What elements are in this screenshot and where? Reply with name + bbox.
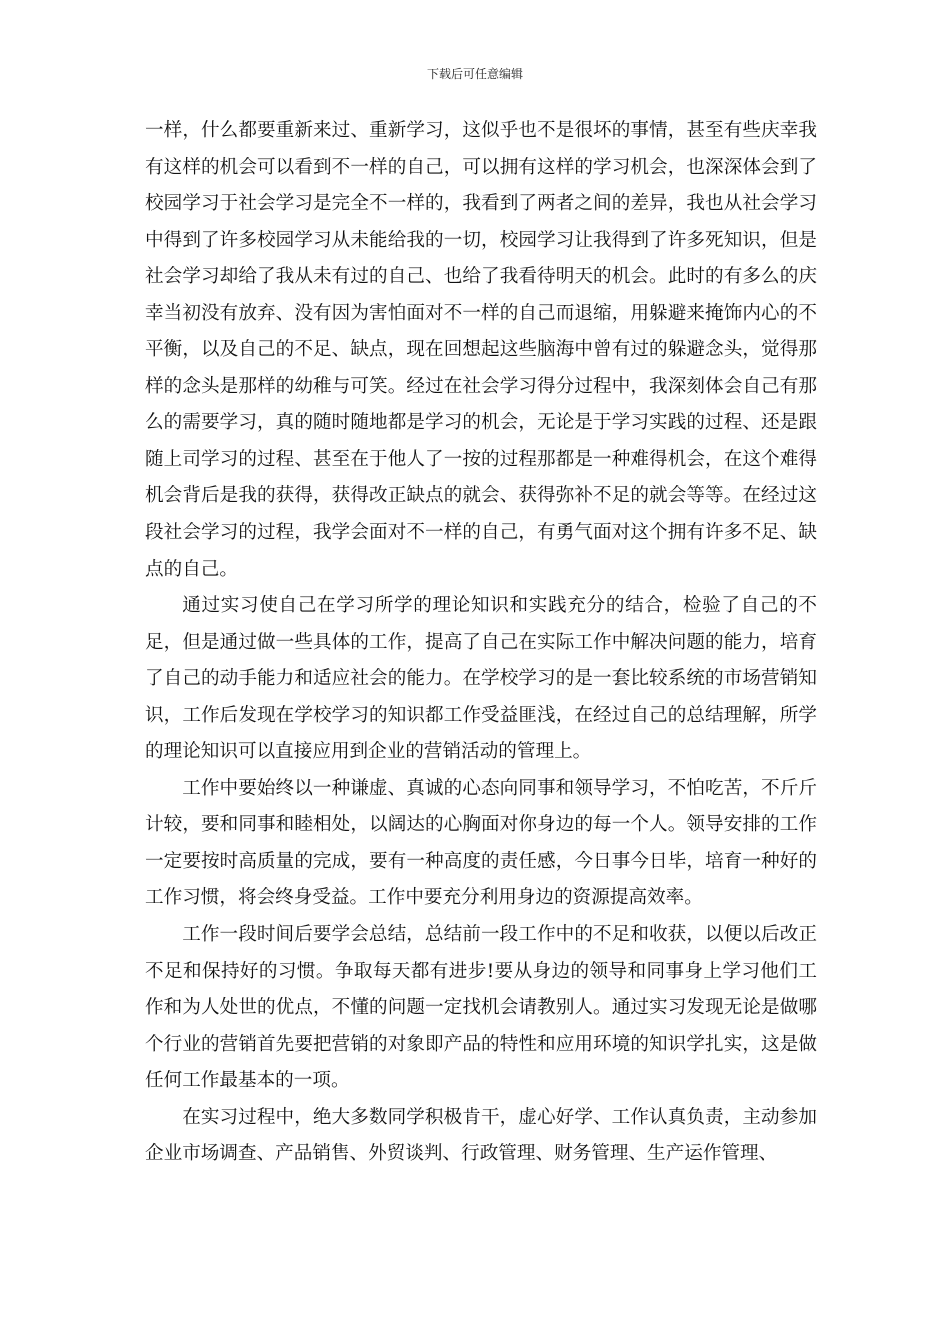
paragraph-1: 一样，什么都要重新来过、重新学习，这似乎也不是很坏的事情，甚至有些庆幸我有这样的机会可以看到不一样的自己，可以拥有这样的学习机会，也深深体会到了校园学习于社会学习是完全不一样的，我看到了两者之间的差异，我也从社会学习中得到了许多校园学习从未能给我的一切，校园学习让我得到了许多死知识，但是社会学习却给了我从未有过的自己、也给了我看待明天的机会。此时的有多么的庆幸当初没有放弃、没有因为害怕面对不一样的自己而退缩，用躲避来掩饰内心的不平衡，以及自己的不足、缺点，现在回想起这些脑海中曾有过的躲避念头，觉得那样的念头是那样的幼稚与可笑。经过在社会学习得分过程中，我深刻体会自己有那么的需要学习，真的随时随地都是学习的机会，无论是于学习实践的过程、还是跟随上司学习的过程、甚至在于他人了一按的过程那都是一种难得机会，在这个难得机会背后是我的获得，获得改正缺点的就会、获得弥补不足的就会等等。在经过这段社会学习的过程，我学会面对不一样的自己，有勇气面对这个拥有许多不足、缺点的自己。 <box>145 120 817 580</box>
paragraph-5: 在实习过程中，绝大多数同学积极肯干，虚心好学、工作认真负责，主动参加企业市场调查、产品销售、外贸谈判、行政管理、财务管理、生产运作管理、 <box>145 1106 817 1165</box>
paragraph-3: 工作中要始终以一种谦虚、真诚的心态向同事和领导学习，不怕吃苦，不斤斤计较，要和同事和睦相处，以阔达的心胸面对你身边的每一个人。领导安排的工作一定要按时高质量的完成，要有一种高度的责任感，今日事今日毕，培育一种好的工作习惯，将会终身受益。工作中要充分利用身边的资源提高效率。 <box>145 777 817 909</box>
paragraph-2: 通过实习使自己在学习所学的理论知识和实践充分的结合，检验了自己的不足，但是通过做一些具体的工作，提高了自己在实际工作中解决问题的能力，培育了自己的动手能力和适应社会的能力。在学校学习的是一套比较系统的市场营销知识，工作后发现在学校学习的知识都工作受益匪浅，在经过自己的总结理解，所学的理论知识可以直接应用到企业的营销活动的管理上。 <box>145 595 817 763</box>
paragraph-4: 工作一段时间后要学会总结，总结前一段工作中的不足和收获，以便以后改正不足和保持好的习惯。争取每天都有进步!要从身边的领导和同事身上学习他们工作和为人处世的优点，不懂的问题一定找机会请教别人。通过实习发现无论是做哪个行业的营销首先要把营销的对象即产品的特性和应用环境的知识学扎实，这是做任何工作最基本的一项。 <box>145 924 817 1092</box>
document-body <box>145 113 817 1173</box>
page-header: 下载后可任意编辑 <box>426 67 523 81</box>
